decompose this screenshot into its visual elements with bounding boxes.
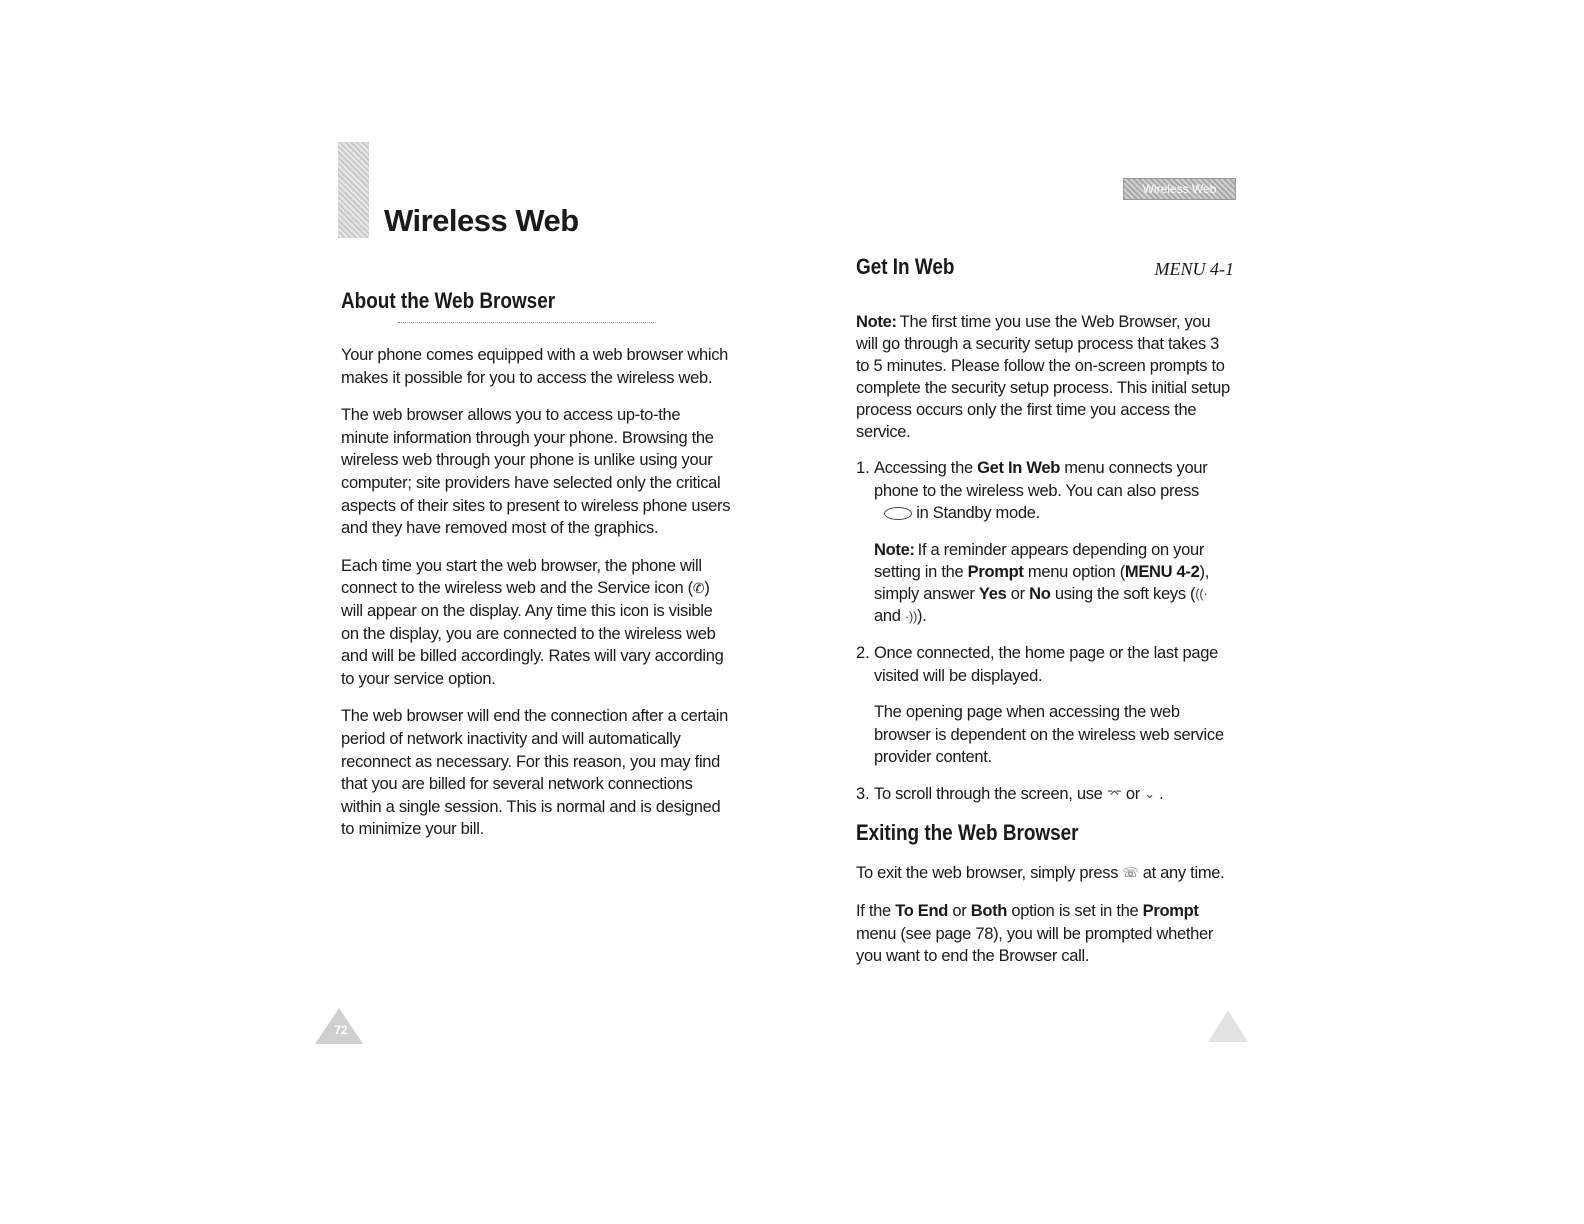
page-corner-triangle	[1208, 1010, 1248, 1042]
note-body: go through a security setup process that takes 3 to 5 minutes. Please follow the on-screen prompts to complete the security setup process. This initial setup process occurs only the first time you access the service.	[856, 335, 1230, 441]
list-item	[856, 457, 1236, 525]
scroll-down-key-icon: ⌄	[1144, 786, 1155, 802]
page-number: 72	[334, 1023, 348, 1037]
inner-note: Note: If a reminder appears depending on your setting in the Prompt menu option (MENU 4-2), simply answer Yes or No using the soft keys (((· and ·))).	[874, 539, 1236, 628]
right-soft-key-icon: ·))	[904, 609, 918, 625]
list-item	[856, 642, 1236, 687]
paragraph: Your phone comes equipped with a web browser which makes it possible for you to access the wireless web.	[341, 346, 729, 387]
list-text: Once connected, the home page or the last page visited will be displayed.	[874, 644, 1218, 685]
note	[856, 311, 1236, 443]
list-text: Accessing the Get In Web menu connects your phone to the wireless web. You can also press in Standby mode.	[874, 459, 1208, 523]
scroll-up-key-icon: ⌤	[1106, 786, 1122, 802]
get-in-web-body	[856, 311, 1236, 983]
section-title-get-in-web: Get In Web	[856, 254, 955, 279]
list-number: 2.	[856, 644, 870, 663]
note-label: Note:	[856, 313, 897, 331]
paragraph: The web browser will end the connection after a certain period of network inactivity and will automatically reconnect as necessary. For this reason, you may find that you are billed for several network connections within a single session. This is normal and is designed to minimize your bill.	[341, 707, 729, 839]
about-body	[341, 344, 731, 856]
note-label: Note:	[874, 540, 915, 559]
paragraph: The opening page when accessing the web browser is dependent on the wireless web service provider content.	[874, 703, 1224, 767]
web-key-icon	[884, 507, 912, 520]
list-number: 3.	[856, 785, 870, 804]
service-paragraph: Each time you start the web browser, the phone will connect to the wireless web and the Service icon (✆) will appear on the display. Any time this icon is visible on the display, you are connected to the wireless web and will be billed accordingly. Rates will vary according to your service option.	[341, 556, 724, 688]
section-divider	[398, 322, 656, 323]
menu-code: MENU 4-1	[1154, 259, 1234, 279]
note-first-line: The first time you use the Web Browser, you will	[856, 313, 1211, 353]
chapter-title: Wireless Web	[384, 203, 579, 238]
chapter-tab: Wireless Web	[1123, 178, 1236, 200]
note-body: setting in the Prompt menu option (MENU 4-2), simply answer Yes or No using the soft keys (((· and ·))).	[874, 563, 1209, 626]
paragraph: The web browser allows you to access up-to-the minute information through your phone. Browsing the wireless web through your phone is unlike using your computer; site providers have selected only the critical aspects of their sites to present to wireless phone users and they have removed most of the graphics.	[341, 406, 731, 538]
list-number: 1.	[856, 459, 870, 477]
section-title-exiting: Exiting the Web Browser	[856, 819, 1079, 845]
chapter-marker-bar	[338, 142, 369, 238]
service-icon: ✆	[692, 580, 705, 597]
end-key-icon: ☏	[1122, 865, 1139, 881]
section-title-about: About the Web Browser	[341, 288, 556, 313]
paragraph: If the To End or Both option is set in the Prompt menu (see page 78), you will be prompted whether you want to end the Browser call.	[856, 901, 1214, 966]
paragraph: To exit the web browser, simply press ☏ at any time.	[856, 862, 1236, 885]
list-text: To scroll through the screen, use ⌤ or ⌄ .	[874, 783, 1236, 806]
list-item	[856, 783, 1236, 806]
left-soft-key-icon: ((·	[1195, 586, 1208, 602]
